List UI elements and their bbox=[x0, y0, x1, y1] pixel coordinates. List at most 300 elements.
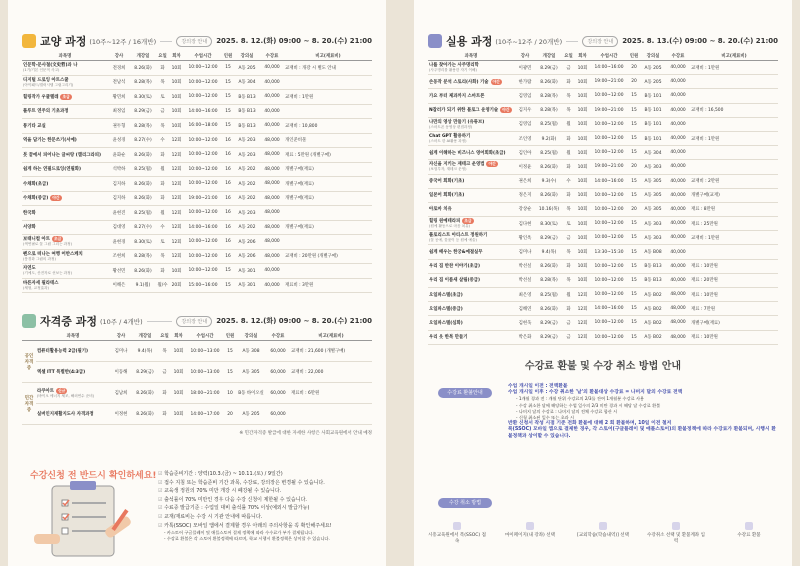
class-time: 10:00~12:00 bbox=[590, 89, 628, 103]
start-date: 8.26(화) bbox=[132, 383, 158, 404]
checklist-item: ☑ 수료증 발급기준 : 수업일 대비 출석률 70% 이상(예외시 발급가능) bbox=[158, 504, 376, 513]
course-name: 우리 옷 한복 만들기 bbox=[429, 335, 468, 341]
sessions: 10회 bbox=[575, 103, 590, 117]
table-row bbox=[428, 231, 778, 245]
column-header: 인원 bbox=[628, 51, 640, 61]
room: A동 206 bbox=[234, 235, 260, 250]
column-header: 과목명 bbox=[428, 51, 514, 61]
instructor: 석박하 bbox=[108, 162, 130, 177]
course-name-cell bbox=[22, 119, 108, 134]
table-row bbox=[22, 133, 372, 148]
fee: 40,000 bbox=[666, 89, 690, 103]
course-name: 나를 찾아가는 사주명리학 bbox=[429, 63, 479, 69]
refund-title: 수강료 환불 및 수강 취소 방법 안내 bbox=[524, 361, 682, 372]
fee: 48,000 bbox=[666, 316, 690, 330]
room: B동 101 bbox=[640, 117, 666, 131]
capacity: 15 bbox=[628, 117, 640, 131]
instructor: 김대영 bbox=[108, 220, 130, 235]
instructor: 김미나 bbox=[110, 341, 132, 362]
clipboard-illustration bbox=[34, 478, 144, 558]
room: A동 203 bbox=[234, 206, 260, 221]
weekday: 화 bbox=[156, 264, 169, 279]
start-date: 9.4(목) bbox=[536, 245, 562, 259]
course-name: 수채화(중급) bbox=[23, 196, 49, 202]
fee: 60,000 bbox=[266, 362, 290, 383]
room: B동 B13 bbox=[640, 273, 666, 287]
start-date: 8.26(화) bbox=[536, 302, 562, 316]
instructor: 황인옥 bbox=[514, 231, 536, 245]
course-subtitle: (꽃 공예, 꽃꽂이 등 원예 예술) bbox=[429, 238, 477, 243]
table-row bbox=[22, 148, 372, 163]
class-time: 10:00~12:00 bbox=[590, 259, 628, 273]
instructor: 전경희 bbox=[108, 61, 130, 76]
course-name-cell bbox=[428, 160, 514, 174]
course-name-cell bbox=[428, 202, 514, 216]
class-time: 10:00~12:00 bbox=[590, 117, 628, 131]
course-name-cell bbox=[22, 90, 108, 105]
course-name: 중국어 회화(기초) bbox=[429, 179, 465, 185]
practical-header bbox=[428, 32, 778, 50]
instructor: 정은지 bbox=[514, 188, 536, 202]
capacity: 20 bbox=[628, 160, 640, 174]
room: A동 203 bbox=[234, 148, 260, 163]
note: 재료 : 7만원 bbox=[690, 302, 778, 316]
sessions: 10회 bbox=[169, 90, 184, 105]
capacity: 15 bbox=[628, 330, 640, 344]
fee: 40,000 bbox=[666, 75, 690, 89]
note: 개별구매(교재) bbox=[690, 188, 778, 202]
course-name-cell bbox=[22, 148, 108, 163]
course-subtitle: (사주명리를 활용한 자기 이해) bbox=[429, 68, 477, 73]
note: 개인준비물 bbox=[284, 133, 372, 148]
course-name-cell bbox=[428, 302, 514, 316]
course-name: 오일파스텔(중급) bbox=[429, 306, 463, 312]
divider bbox=[160, 41, 172, 42]
sessions: 10회 bbox=[575, 160, 590, 174]
course-name: 일본어 회화(기초) bbox=[429, 193, 465, 199]
step-item bbox=[720, 522, 778, 544]
note: 개별구매(재료) bbox=[284, 191, 372, 206]
weekday: 화 bbox=[562, 188, 575, 202]
course-name: 쉽게 이해하는 비즈니스 영어회화(초급) bbox=[429, 150, 506, 156]
refund-text bbox=[508, 384, 778, 440]
sessions: 10회 bbox=[575, 217, 590, 231]
room: A동 202 bbox=[234, 177, 260, 192]
room: A동 202 bbox=[234, 220, 260, 235]
course-subtitle: (스마트폰 동영상 편집과정) bbox=[429, 124, 473, 129]
table-row bbox=[22, 206, 372, 221]
room: A동 205 bbox=[640, 75, 666, 89]
step-label: 수강료 환불 bbox=[737, 533, 761, 538]
room: A동 202 bbox=[234, 191, 260, 206]
capacity: 15 bbox=[628, 302, 640, 316]
fee: 40,000 bbox=[666, 202, 690, 216]
course-name: 라쿠아트 bbox=[37, 388, 54, 394]
place-badge[interactable]: 강의장 안내 bbox=[176, 316, 212, 327]
weekday: 화 bbox=[156, 148, 169, 163]
course-name-cell bbox=[428, 217, 514, 231]
capacity: 20 bbox=[628, 75, 640, 89]
instructor: 김현욱 bbox=[514, 316, 536, 330]
course-name: 한국화 bbox=[23, 210, 36, 216]
refund-pill: 수강료 환불안내 bbox=[438, 388, 492, 398]
column-header: 요일 bbox=[156, 51, 169, 61]
start-date: 8.25(월) bbox=[536, 146, 562, 160]
sessions: 10회 bbox=[575, 202, 590, 216]
instructor: 김영임 bbox=[514, 117, 536, 131]
class-time: 10:00~12:00 bbox=[590, 131, 628, 145]
weekday: 목 bbox=[156, 249, 169, 264]
checklist-item: ☑ 교육생 정원의 70% 미만 개강 시 폐강될 수 있습니다. bbox=[158, 487, 376, 496]
weekday: 금 bbox=[562, 231, 575, 245]
table-row bbox=[22, 220, 372, 235]
fee: 40,000 bbox=[260, 61, 284, 76]
column-header: 수강료 bbox=[266, 331, 290, 341]
column-header: 요일 bbox=[158, 331, 171, 341]
fee: 48,000 bbox=[666, 330, 690, 344]
weekday: 화 bbox=[156, 191, 169, 206]
instructor: 최은영 bbox=[514, 288, 536, 302]
weekday: 월 bbox=[562, 146, 575, 160]
class-time: 10:00~12:00 bbox=[184, 148, 222, 163]
sessions: 10회 bbox=[575, 188, 590, 202]
course-name-cell bbox=[428, 75, 514, 89]
weekday: 화 bbox=[158, 404, 171, 425]
weekday: 목 bbox=[562, 103, 575, 117]
capacity: 16 bbox=[222, 206, 234, 221]
start-date: 9.4(목) bbox=[132, 341, 158, 362]
fee: 48,000 bbox=[260, 220, 284, 235]
note: 재료 : 20만원 bbox=[690, 273, 778, 287]
weekday: 화 bbox=[562, 75, 575, 89]
start-date: 8.26(화) bbox=[536, 160, 562, 174]
group-label: 공인 자격증 bbox=[22, 341, 36, 383]
course-name: 보태니컬 아트 bbox=[23, 237, 50, 243]
course-name: 자연도 bbox=[23, 266, 36, 272]
start-date: 9.3(수) bbox=[536, 174, 562, 188]
class-time: 10:00~12:00 bbox=[184, 177, 222, 192]
instructor: 권두형 bbox=[108, 119, 130, 134]
note bbox=[690, 160, 778, 174]
class-time: 10:00~12:00 bbox=[590, 316, 628, 330]
instructor: 김해연 bbox=[514, 302, 536, 316]
column-header: 수업시간 bbox=[184, 51, 222, 61]
start-date: 8.29(금) bbox=[536, 316, 562, 330]
checklist-item: ☑ 출석률이 70% 미만인 경우 다음 수강 신청이 제한될 수 있습니다. bbox=[158, 496, 376, 505]
table-row bbox=[428, 288, 778, 302]
step-item bbox=[574, 522, 632, 544]
capacity: 16 bbox=[222, 191, 234, 206]
weekday: 월 bbox=[562, 288, 575, 302]
course-name-cell bbox=[22, 249, 108, 264]
class-time: 10:00~12:00 bbox=[590, 146, 628, 160]
note bbox=[690, 117, 778, 131]
course-tag: 신규 bbox=[57, 387, 66, 393]
practical-date: 2025. 8. 13.(수) 09:00 ~ 8. 20.(수) 21:00 bbox=[622, 37, 778, 45]
sessions: 10회 bbox=[171, 404, 186, 425]
fee: 40,000 bbox=[666, 188, 690, 202]
table-row bbox=[22, 383, 372, 404]
capacity: 16 bbox=[222, 148, 234, 163]
table-row bbox=[428, 302, 778, 316]
course-name: 실버인지재활지도사 자격과정 bbox=[37, 412, 94, 417]
sessions: 10회 bbox=[575, 89, 590, 103]
capacity: 15 bbox=[628, 217, 640, 231]
fee: 40,000 bbox=[666, 231, 690, 245]
column-header: 비고(재료비) bbox=[284, 51, 372, 61]
divider bbox=[566, 41, 578, 42]
fee: 40,000 bbox=[666, 61, 690, 75]
start-date: 8.29(금) bbox=[536, 61, 562, 75]
sessions: 10회 bbox=[575, 231, 590, 245]
course-tag: 초급 bbox=[62, 93, 70, 99]
column-header: 과목명 bbox=[22, 51, 108, 61]
table-row bbox=[22, 177, 372, 192]
table-row bbox=[428, 146, 778, 160]
weekday: 화 bbox=[156, 61, 169, 76]
sessions: 12회 bbox=[169, 191, 184, 206]
course-name-cell bbox=[428, 131, 514, 145]
instructor: 김인아 bbox=[514, 146, 536, 160]
room: A동 305 bbox=[640, 174, 666, 188]
place-badge[interactable]: 강의장 안내 bbox=[176, 36, 212, 47]
capacity: 15 bbox=[628, 231, 640, 245]
practical-title: 실용 과정 bbox=[446, 35, 493, 48]
start-date: 8.27(수) bbox=[130, 133, 156, 148]
class-time: 10:00~12:00 bbox=[590, 330, 628, 344]
sessions: 12회 bbox=[575, 316, 590, 330]
step-label: 수강취소 선택 및 환불계좌 입력 bbox=[647, 533, 705, 544]
column-header: 인원 bbox=[222, 51, 234, 61]
column-header: 강의실 bbox=[234, 51, 260, 61]
course-tag: 초급 bbox=[464, 218, 472, 224]
class-time: 10:00~12:00 bbox=[184, 133, 222, 148]
sessions: 10회 bbox=[169, 104, 184, 119]
sessions: 10회 bbox=[169, 264, 184, 279]
place-badge[interactable]: 강의장 안내 bbox=[582, 36, 618, 47]
course-name-cell bbox=[22, 104, 108, 119]
sessions: 10회 bbox=[575, 273, 590, 287]
capacity: 16 bbox=[222, 162, 234, 177]
course-subtitle: (색연필로 꽃 그림 그리는 과정) bbox=[23, 242, 73, 247]
fee: 40,000 bbox=[666, 217, 690, 231]
start-date: 8.28(목) bbox=[536, 103, 562, 117]
fee: 60,000 bbox=[266, 341, 290, 362]
course-name-cell bbox=[428, 117, 514, 131]
course-name-cell bbox=[22, 220, 108, 235]
column-header: 회차 bbox=[169, 51, 184, 61]
liberal-subtitle: (10주~12주 / 16개반) bbox=[89, 37, 157, 46]
instructor: 이해은 bbox=[108, 278, 130, 293]
table-row bbox=[428, 89, 778, 103]
table-row bbox=[22, 104, 372, 119]
sessions: 10회 bbox=[575, 146, 590, 160]
sessions: 12회 bbox=[169, 220, 184, 235]
fee: 40,000 bbox=[666, 117, 690, 131]
course-name: 우리 집 반찬 이야기(초급) bbox=[429, 264, 481, 270]
fee: 48,000 bbox=[260, 235, 284, 250]
sessions: 10회 bbox=[575, 259, 590, 273]
course-subtitle: (보험투자, 재테크 운영) bbox=[429, 167, 467, 172]
step-item bbox=[647, 522, 705, 544]
start-date: 8.30(토) bbox=[536, 217, 562, 231]
capacity: 15 bbox=[222, 61, 234, 76]
refund-line: - 신청 취소된 일수 또는 초과 시 bbox=[516, 415, 575, 421]
course-name: 나만의 영상 만들기 (유튜브) bbox=[429, 119, 485, 125]
fee: 48,000 bbox=[666, 288, 690, 302]
instructor: 이광민 bbox=[514, 61, 536, 75]
class-time: 14:00~16:00 bbox=[184, 220, 222, 235]
room: A동 B02 bbox=[640, 288, 666, 302]
cert-subtitle: (10주 / 4개반) bbox=[99, 317, 143, 326]
table-row bbox=[22, 404, 372, 425]
sessions: 10회 bbox=[575, 61, 590, 75]
class-time: 15:00~16:00 bbox=[184, 278, 222, 293]
liberal-header bbox=[22, 32, 372, 50]
column-header: 개강일 bbox=[130, 51, 156, 61]
sessions: 10회 bbox=[169, 119, 184, 134]
room: A동 304 bbox=[640, 146, 666, 160]
class-time: 10:00~13:00 bbox=[186, 341, 224, 362]
column-header: 인원 bbox=[224, 331, 236, 341]
fee: 40,000 bbox=[260, 75, 284, 90]
course-name-cell bbox=[22, 162, 108, 177]
room: A동 305 bbox=[640, 188, 666, 202]
room: B동 101 bbox=[640, 103, 666, 117]
column-header bbox=[22, 331, 36, 341]
start-date: 8.26(화) bbox=[536, 259, 562, 273]
note: 개별구매(재료) bbox=[690, 316, 778, 330]
instructor: 윤성경 bbox=[108, 133, 130, 148]
capacity: 20 bbox=[628, 202, 640, 216]
weekday: 금 bbox=[562, 316, 575, 330]
course-name: 오일파스텔(심화) bbox=[429, 320, 463, 326]
column-header: 강의실 bbox=[640, 51, 666, 61]
checklist-item: ☑ 학습준비기간 : 양력(10.3.(금) ~ 10.11.(토) / 9일간) bbox=[158, 470, 376, 479]
weekday: 금 bbox=[562, 330, 575, 344]
checklist-item: ☑ 교재/재료비는 수강 시 기관 안내에 따릅니다. bbox=[158, 513, 376, 522]
course-name: 플루트 연주의 기초과정 bbox=[23, 109, 69, 115]
practical-icon bbox=[428, 34, 442, 48]
capacity: 20 bbox=[224, 404, 236, 425]
capacity: 15 bbox=[628, 146, 640, 160]
sessions: 12회 bbox=[169, 162, 184, 177]
note: 교재비 : 1만원 bbox=[690, 231, 778, 245]
fee: 40,000 bbox=[666, 259, 690, 273]
course-name-cell bbox=[36, 341, 110, 362]
instructor: 박선실 bbox=[514, 259, 536, 273]
sessions: 10회 bbox=[171, 341, 186, 362]
instructor: 윤화순 bbox=[108, 148, 130, 163]
course-tag: 야간 bbox=[502, 107, 510, 113]
table-row bbox=[22, 61, 372, 76]
capacity: 15 bbox=[222, 264, 234, 279]
capacity: 15 bbox=[628, 259, 640, 273]
course-name: 힐링 원예테라피 bbox=[429, 219, 461, 225]
course-name: Chat GPT 활용하기 bbox=[429, 134, 471, 140]
step-icon bbox=[526, 522, 534, 530]
weekday: 토 bbox=[562, 217, 575, 231]
course-name-cell bbox=[36, 404, 110, 425]
step-icon bbox=[453, 522, 461, 530]
start-date: 8.28(목) bbox=[536, 89, 562, 103]
course-name-cell bbox=[22, 278, 108, 293]
weekday: 수 bbox=[156, 133, 169, 148]
table-row bbox=[428, 117, 778, 131]
start-date: 9.2(화) bbox=[536, 131, 562, 145]
sessions: 10회 bbox=[575, 131, 590, 145]
column-header: 회차 bbox=[171, 331, 186, 341]
left-page bbox=[8, 0, 386, 566]
fee: 48,000 bbox=[260, 191, 284, 206]
weekday: 금 bbox=[158, 362, 171, 383]
sessions: 12회 bbox=[169, 133, 184, 148]
course-name-cell bbox=[428, 259, 514, 273]
table-row bbox=[22, 119, 372, 134]
start-date: 8.28(목) bbox=[130, 75, 156, 90]
instructor: 김영임 bbox=[514, 89, 536, 103]
certificate-icon bbox=[22, 314, 36, 328]
instructor: 김지하 bbox=[108, 177, 130, 192]
capacity: 15 bbox=[628, 273, 640, 287]
room: B동 B13 bbox=[234, 90, 260, 105]
fee: 60,000 bbox=[266, 383, 290, 404]
weekday: 목 bbox=[562, 202, 575, 216]
table-row bbox=[22, 264, 372, 279]
course-name-cell bbox=[428, 188, 514, 202]
sessions: 10회 bbox=[575, 174, 590, 188]
note: 재료 : 10만원 bbox=[690, 259, 778, 273]
sessions: 12회 bbox=[169, 206, 184, 221]
room: B동 B13 bbox=[234, 119, 260, 134]
course-name: 컴퓨터활용능력 2급(필기) bbox=[37, 349, 89, 354]
divider bbox=[147, 321, 173, 322]
instructor: 윤현경 bbox=[108, 235, 130, 250]
note bbox=[284, 264, 372, 279]
course-name-cell bbox=[22, 61, 108, 76]
course-name-cell bbox=[428, 89, 514, 103]
sessions: 10회 bbox=[575, 75, 590, 89]
course-tag: 야간 bbox=[488, 161, 496, 167]
book-icon bbox=[22, 34, 36, 48]
column-header: 비고(재료비) bbox=[690, 51, 778, 61]
fee: 40,000 bbox=[666, 160, 690, 174]
refund-line: 수업 개시일 이전 : 전액환불 bbox=[508, 384, 568, 389]
note: 재료비 : 6만원 bbox=[290, 383, 372, 404]
step-icon bbox=[745, 522, 753, 530]
course-name-cell bbox=[22, 75, 108, 90]
capacity: 15 bbox=[628, 245, 640, 259]
weekday: 화 bbox=[562, 160, 575, 174]
note bbox=[284, 104, 372, 119]
start-date: 8.25(월) bbox=[536, 288, 562, 302]
course-name-cell bbox=[22, 133, 108, 148]
practical-subtitle: (10주~12주 / 20개반) bbox=[495, 37, 563, 46]
course-name: 서양화 bbox=[23, 225, 36, 231]
room: B동 B13 bbox=[234, 104, 260, 119]
sessions: 10회 bbox=[575, 245, 590, 259]
class-time: 19:00~21:00 bbox=[590, 75, 628, 89]
fee: 40,000 bbox=[260, 104, 284, 119]
sessions: 10회 bbox=[171, 362, 186, 383]
weekday: 월 bbox=[562, 117, 575, 131]
column-header: 수강료 bbox=[260, 51, 284, 61]
capacity: 20 bbox=[628, 61, 640, 75]
weekday: 금 bbox=[156, 104, 169, 119]
room: A동 206 bbox=[234, 249, 260, 264]
capacity: 16 bbox=[222, 220, 234, 235]
room: A동 303 bbox=[640, 217, 666, 231]
